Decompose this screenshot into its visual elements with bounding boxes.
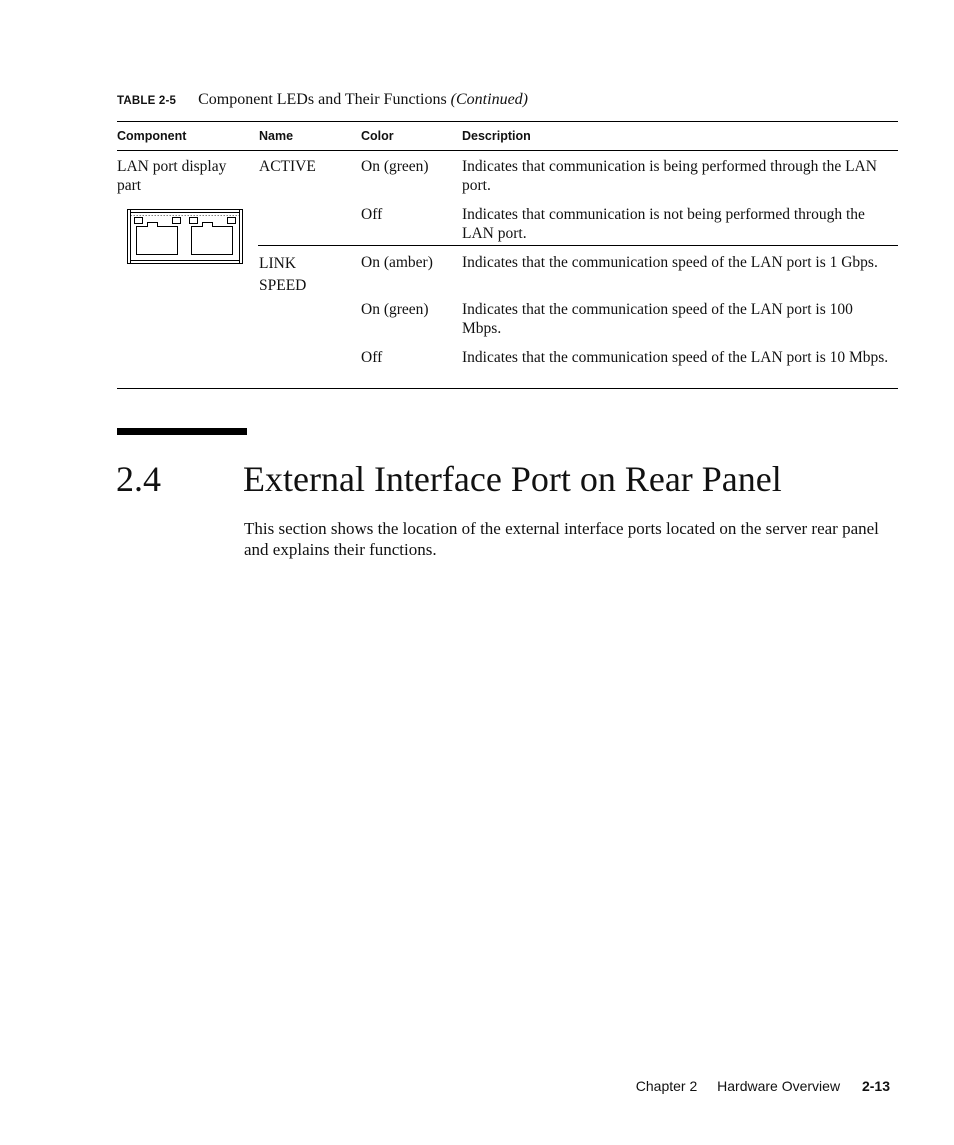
- row-color: Off: [361, 349, 383, 366]
- column-header-name: Name: [259, 129, 294, 143]
- footer-chapter: Chapter 2: [635, 1078, 698, 1094]
- section-title: External Interface Port on Rear Panel: [243, 459, 782, 499]
- row-name-link-speed: LINK SPEED: [259, 255, 307, 294]
- section-bar: [117, 428, 247, 435]
- table-top-rule: [117, 121, 898, 122]
- table-continued: (Continued): [450, 91, 528, 108]
- table-title: Component LEDs and Their Functions: [198, 91, 447, 108]
- row-color: On (green): [361, 158, 429, 175]
- component-cell: LAN port display part: [117, 158, 227, 194]
- lan-port-icon: [126, 208, 244, 265]
- row-description: Indicates that communication is being performed through the LAN port.: [462, 158, 877, 194]
- row-color: On (green): [361, 301, 429, 318]
- row-name-active: ACTIVE: [259, 158, 316, 175]
- column-header-color: Color: [361, 129, 394, 143]
- row-color: On (amber): [361, 254, 433, 271]
- row-description: Indicates that the communication speed of the LAN port is 10 Mbps.: [462, 349, 889, 366]
- table-group-rule: [258, 245, 898, 246]
- row-color: Off: [361, 206, 383, 223]
- footer-chapter-title: Hardware Overview: [717, 1078, 841, 1094]
- footer-page-number: 2-13: [861, 1078, 890, 1094]
- row-description: Indicates that the communication speed of the LAN port is 1 Gbps.: [462, 254, 878, 271]
- page-footer: [636, 1078, 890, 1094]
- table-label: TABLE 2-5: [117, 95, 177, 107]
- column-header-component: Component: [117, 129, 187, 143]
- table-header-rule: [117, 150, 898, 151]
- table-bottom-rule: [117, 388, 898, 389]
- column-header-description: Description: [462, 129, 531, 143]
- section-number: 2.4: [116, 459, 161, 499]
- row-description: Indicates that the communication speed of the LAN port is 100 Mbps.: [462, 301, 853, 337]
- section-body: This section shows the location of the external interface ports located on the server rear panel and explains their functions.: [244, 519, 879, 559]
- table-caption: [117, 91, 528, 109]
- row-description: Indicates that communication is not being performed through the LAN port.: [462, 206, 865, 242]
